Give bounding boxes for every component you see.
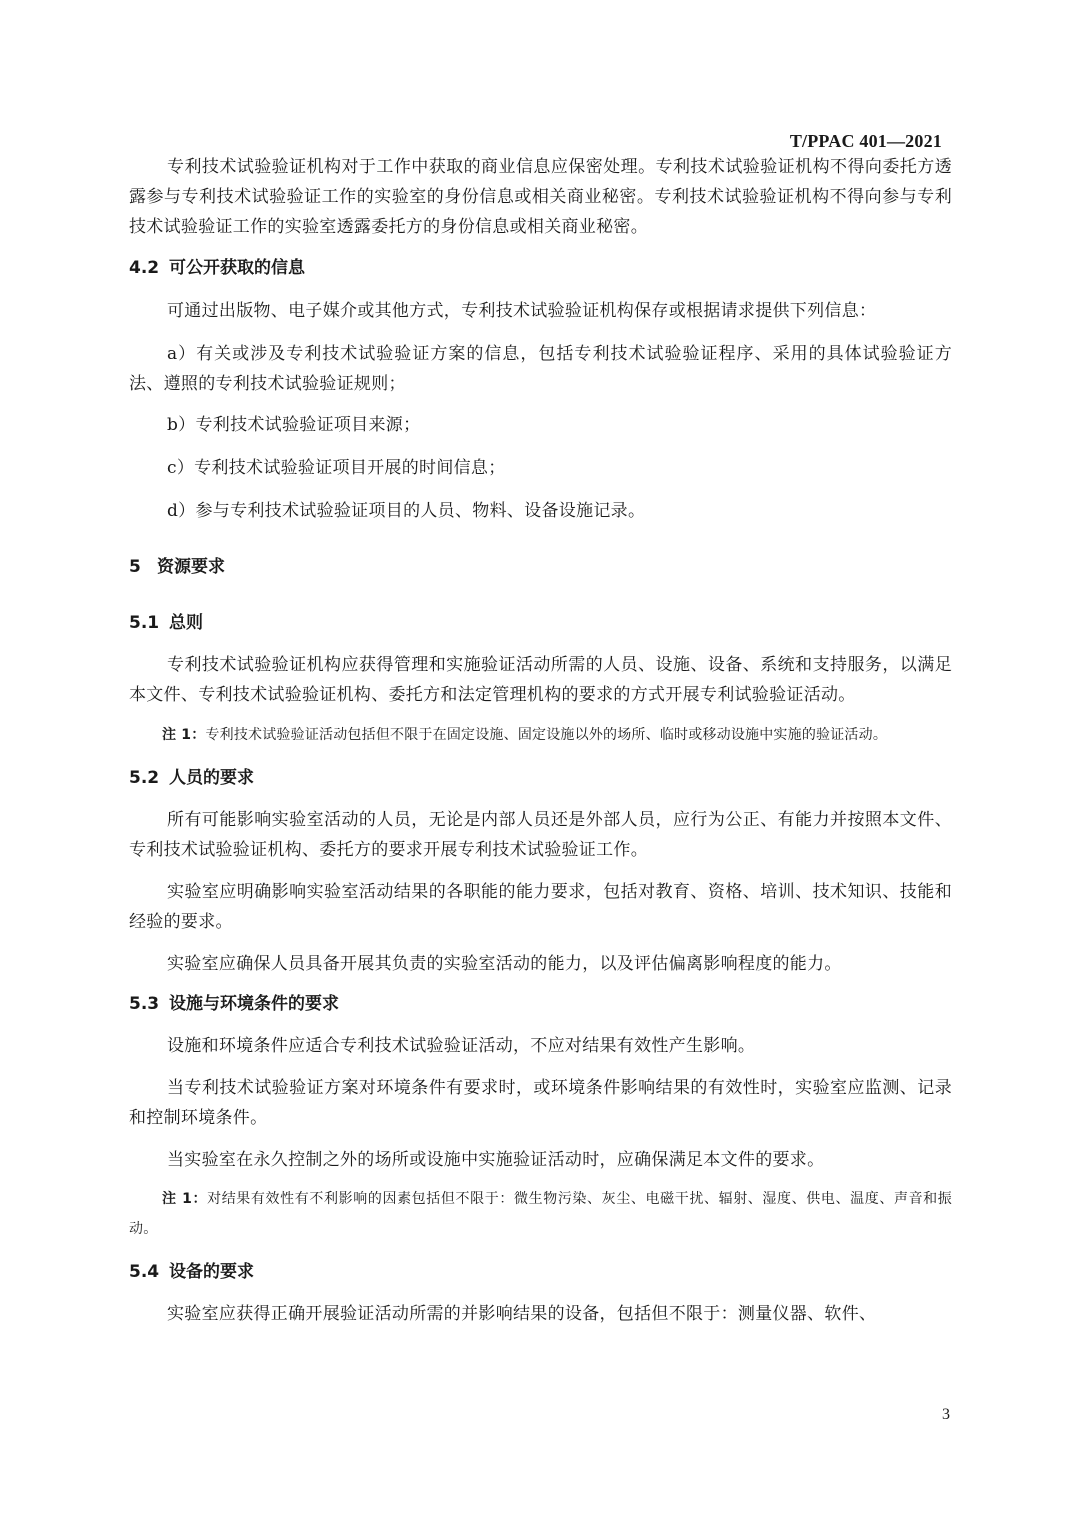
paragraph-5-1: 专利技术试验验证机构应获得管理和实施验证活动所需的人员、设施、设备、系统和支持服务，以满足本文件、专利技术试验验证机构、委托方和法定管理机构的要求的方式开展专利试验验证活动。 [129,655,952,705]
note-label: 注 1： [162,727,206,743]
section-title: 总则 [169,613,203,633]
section-title: 人员的要求 [169,768,254,788]
section-number: 5.2 [129,768,160,788]
section-number: 5 [129,557,141,577]
note-text: 专利技术试验验证活动包括但不限于在固定设施、固定设施以外的场所、临时或移动设施中实施的验证活动。 [205,727,888,743]
paragraph-5-2-a: 所有可能影响实验室活动的人员，无论是内部人员还是外部人员，应行为公正、有能力并按照本文件、专利技术试验验证机构、委托方的要求开展专利技术试验验证工作。 [129,810,952,860]
section-title: 设施与环境条件的要求 [169,994,339,1014]
section-heading-5-2 [129,763,952,793]
section-number: 5.1 [129,613,160,633]
section-heading-5-1 [129,608,952,638]
paragraph-4-2-intro: 可通过出版物、电子媒介或其他方式，专利技术试验验证机构保存或根据请求提供下列信息： [167,301,877,321]
paragraph-5-2-c: 实验室应确保人员具备开展其负责的实验室活动的能力，以及评估偏离影响程度的能力。 [167,954,842,974]
section-title: 资源要求 [157,557,225,577]
section-heading-5-3 [129,989,952,1019]
note-5-3 [129,1184,952,1244]
note-text: 对结果有效性有不利影响的因素包括但不限于：微生物污染、灰尘、电磁干扰、辐射、湿度、供电、温度、声音和振动。 [129,1191,952,1237]
paragraph-5-4: 实验室应获得正确开展验证活动所需的并影响结果的设备，包括但不限于：测量仪器、软件、 [167,1304,877,1324]
document-code: T/PPAC 401—2021 [789,131,942,151]
document-body [129,152,952,1329]
paragraph-5-3-b: 当专利技术试验验证方案对环境条件有要求时，或环境条件影响结果的有效性时，实验室应监测、记录和控制环境条件。 [129,1078,952,1128]
paragraph-confidentiality: 专利技术试验验证机构对于工作中获取的商业信息应保密处理。专利技术试验验证机构不得向委托方透露参与专利技术试验验证工作的实验室的身份信息或相关商业秘密。专利技术试验验证机构不得向参与专利技术试验验证工作的实验室透露委托方的身份信息或相关商业秘密。 [129,157,952,237]
section-title: 设备的要求 [169,1262,254,1282]
list-item-c: c）专利技术试验验证项目开展的时间信息； [167,458,506,478]
section-number: 5.3 [129,994,160,1014]
section-heading-5 [129,552,952,582]
note-5-1 [129,720,952,750]
note-label: 注 1： [162,1191,208,1207]
list-item-d: d）参与专利技术试验验证项目的人员、物料、设备设施记录。 [167,501,646,521]
paragraph-5-3-c: 当实验室在永久控制之外的场所或设施中实施验证活动时，应确保满足本文件的要求。 [167,1150,825,1170]
section-number: 4.2 [129,258,160,278]
section-number: 5.4 [129,1262,160,1282]
paragraph-5-2-b: 实验室应明确影响实验室活动结果的各职能的能力要求，包括对教育、资格、培训、技术知识、技能和经验的要求。 [129,882,952,932]
section-heading-4-2 [129,253,952,283]
list-item-a: a）有关或涉及专利技术试验验证方案的信息，包括专利技术试验验证程序、采用的具体试验验证方法、遵照的专利技术试验验证规则； [129,344,952,394]
section-heading-5-4 [129,1257,952,1287]
section-title: 可公开获取的信息 [169,258,305,278]
list-item-b: b）专利技术试验验证项目来源； [167,415,421,435]
paragraph-5-3-a: 设施和环境条件应适合专利技术试验验证活动，不应对结果有效性产生影响。 [167,1036,756,1056]
page-number: 3 [942,1406,950,1423]
